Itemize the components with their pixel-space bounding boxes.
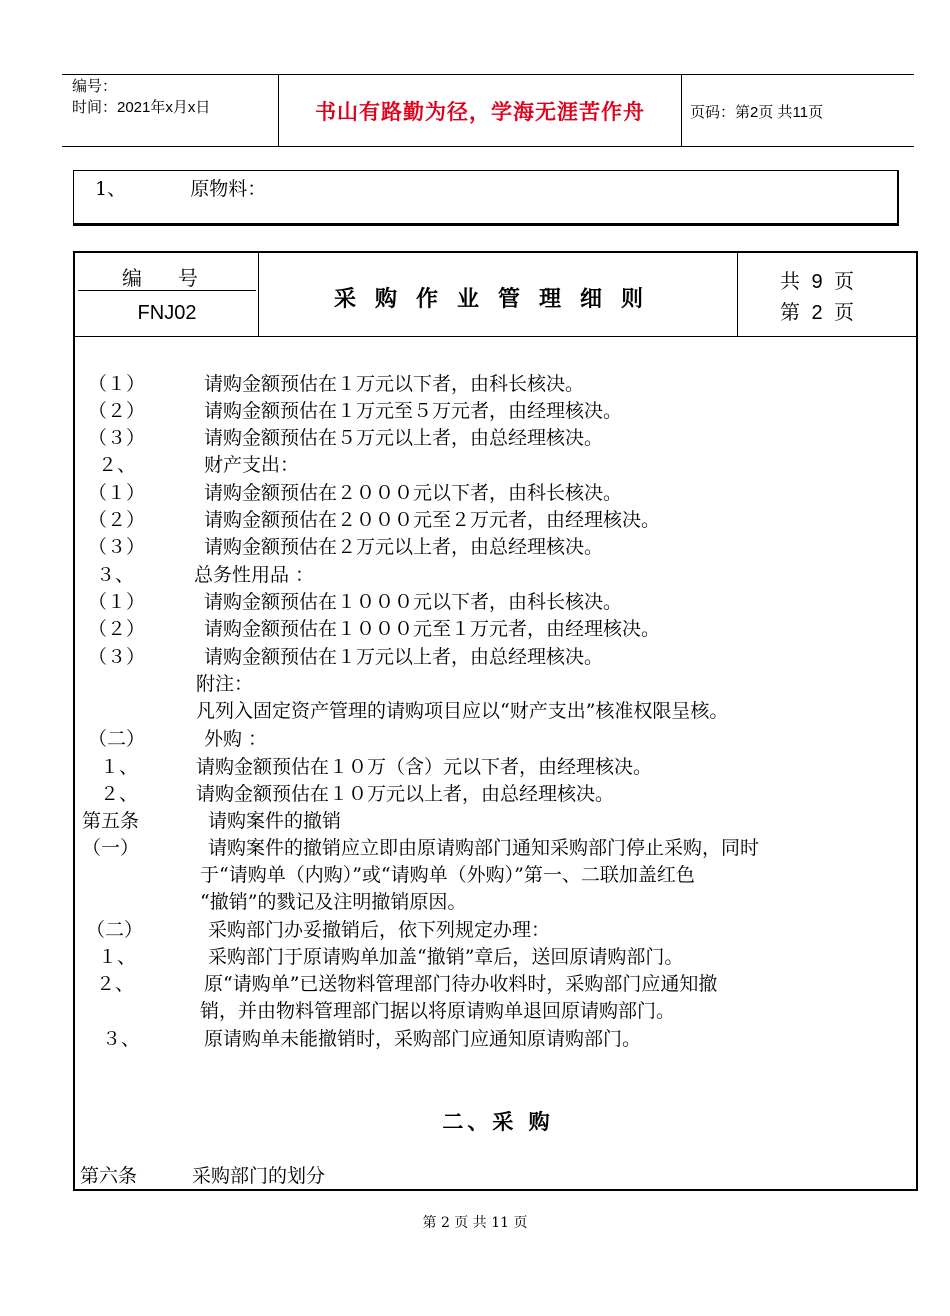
line-label: １、: [100, 756, 139, 778]
line-text: 请购案件的撤销: [208, 810, 342, 832]
title-row-rule: [73, 336, 918, 337]
header-top-rule: [62, 74, 914, 75]
line-text: 原请购单未能撤销时，采购部门应通知原请购部门。: [204, 1028, 642, 1050]
current-page-num: 2: [811, 302, 823, 324]
header-divider-left: [278, 74, 279, 146]
line-label: （２）: [88, 618, 146, 640]
line-text: 请购金额预估在５万元以上者，由总经理核决。: [204, 427, 604, 449]
line-text: 总务性用品 ：: [194, 564, 315, 586]
page-footer: 第 2 页 共 11 页: [422, 1215, 528, 1231]
line-text: 采购部门于原请购单加盖“撤销”章后，送回原请购部门。: [208, 946, 684, 968]
raw-material-text: 原物料：: [190, 178, 267, 200]
line-label: １、: [98, 946, 137, 968]
line-text: 于“请购单（内购）”或“请购单（外购）”第一、二联加盖红色: [200, 864, 695, 886]
line-text: 请购金额预估在１万元至５万元者，由经理核决。: [204, 400, 623, 422]
line-text: 请购金额预估在１万元以上者，由总经理核决。: [204, 646, 604, 668]
line-label: ３、: [102, 1028, 141, 1050]
header-bottom-rule: [62, 146, 914, 147]
raw-material-num: 1、: [95, 178, 127, 200]
page-label-b: 页: [834, 300, 854, 324]
header-code-label: 编号：: [72, 78, 118, 95]
line-label: ２、: [96, 973, 135, 995]
raw-material-line: [95, 174, 266, 201]
line-text: 附注：: [196, 673, 254, 695]
line-text: 请购金额预估在２０００元以下者，由科长核决。: [204, 482, 623, 504]
header-divider-right: [681, 74, 682, 146]
line-label: （二）: [88, 728, 146, 750]
line-label: （２）: [88, 400, 146, 422]
header-motto: 书山有路勤为径，学海无涯苦作舟: [315, 101, 645, 124]
doc-code: FNJ02: [137, 302, 197, 324]
article6-text: 采购部门的划分: [192, 1165, 326, 1187]
title-divider-right: [737, 251, 738, 337]
total-pages: [780, 265, 854, 294]
line-label: （１）: [88, 373, 146, 395]
line-text: 请购金额预估在１０万元以上者，由总经理核决。: [196, 783, 615, 805]
line-text: 销，并由物料管理部门据以将原请购单退回原请购部门。: [200, 1000, 676, 1022]
line-text: 凡列入固定资产管理的请购项目应以“财产支出”核准权限呈核。: [196, 700, 729, 722]
line-label: （一）: [82, 837, 140, 859]
total-pages-num: 9: [811, 271, 823, 293]
line-text: 采购部门办妥撤销后，依下列规定办理：: [208, 919, 551, 941]
line-text: 请购金额预估在２０００元至２万元者，由经理核决。: [204, 509, 661, 531]
line-label: （二）: [86, 919, 144, 941]
code-label: 编号: [122, 266, 234, 290]
article6-label: 第六条: [80, 1165, 138, 1187]
line-text: 财产支出：: [204, 454, 300, 476]
line-text: 原“请购单”已送物料管理部门待办收料时，采购部门应通知撤: [204, 973, 718, 995]
line-text: 请购金额预估在１０００元以下者，由科长核决。: [204, 591, 623, 613]
line-text: 外购 ：: [204, 728, 268, 750]
page-label-a: 第: [780, 300, 800, 324]
line-label: （１）: [88, 482, 146, 504]
line-text: 请购金额预估在２万元以上者，由总经理核决。: [204, 536, 604, 558]
header-page-info: 页码：第2页 共11页: [690, 104, 824, 121]
section-title: 二、采 购: [442, 1109, 554, 1134]
current-page: [780, 296, 854, 325]
line-label: ２、: [98, 454, 137, 476]
doc-title: 采购作业管理细则: [333, 286, 662, 312]
line-label: （２）: [88, 509, 146, 531]
line-text: 请购金额预估在１万元以下者，由科长核决。: [204, 373, 585, 395]
line-label: （３）: [88, 427, 146, 449]
line-label: 第五条: [82, 810, 140, 832]
line-text: 请购金额预估在１０万（含）元以下者，由经理核决。: [196, 756, 653, 778]
line-label: （３）: [88, 536, 146, 558]
line-label: （３）: [88, 646, 146, 668]
line-label: （１）: [88, 591, 146, 613]
line-label: ３、: [96, 564, 135, 586]
title-divider-left: [258, 251, 259, 337]
line-text: “撤销”的戮记及注明撤销原因。: [200, 891, 467, 913]
line-text: 请购金额预估在１０００元至１万元者，由经理核决。: [204, 618, 661, 640]
line-label: ２、: [100, 783, 139, 805]
line-text: 请购案件的撤销应立即由原请购部门通知采购部门停止采购，同时: [208, 837, 760, 859]
total-label-b: 页: [834, 269, 854, 293]
header-time-label: 时间：2021年x月x日: [72, 99, 211, 116]
total-label-a: 共: [780, 269, 800, 293]
